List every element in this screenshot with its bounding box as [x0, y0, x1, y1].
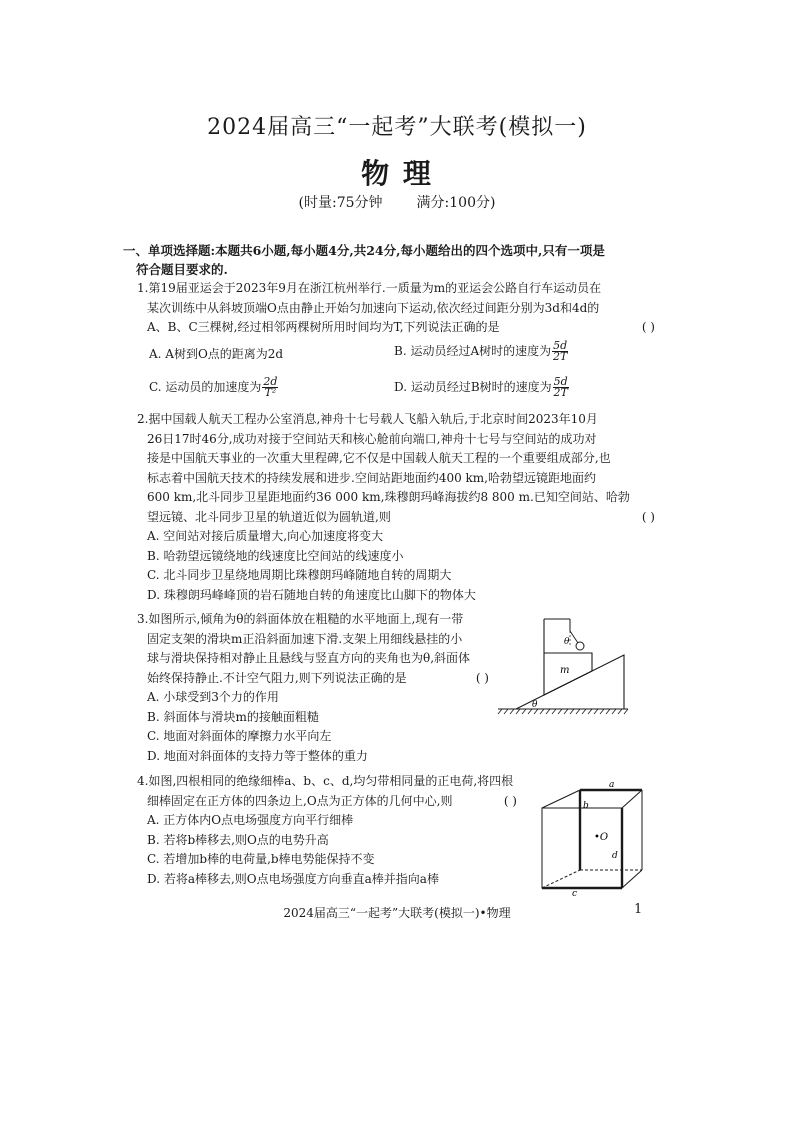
question-1 [137, 279, 655, 338]
q1-option-b [394, 341, 569, 362]
mass-label: m [560, 665, 570, 676]
cube-edge-br [622, 870, 642, 888]
q1-option-c-label: C. 运动员的加速度为 [149, 380, 262, 394]
question-4 [137, 772, 517, 889]
incline-figure [494, 617, 634, 717]
exam-title: 2024届高三“一起考”大联考(模拟一) [207, 115, 587, 140]
q3-option-c: C. 地面对斜面体的摩擦力水平向左 [147, 729, 332, 743]
cube-figure [530, 778, 670, 896]
question-1-line: A、B、C三棵树,经过相邻两棵树所用时间均为T,下列说法正确的是 [147, 320, 500, 334]
numerator: 2d [263, 375, 278, 388]
q1-option-c [149, 377, 279, 398]
q4-option-d: D. 若将a棒移去,则O点电场强度方向垂直a棒并指向a棒 [147, 871, 439, 886]
center-label-o: •O [594, 832, 609, 843]
question-2-line: 2.据中国载人航天工程办公室消息,神舟十七号载人飞船入轨后,于北京时间2023年10月 [137, 412, 598, 426]
question-4-line: 4.如图,四根相同的绝缘细棒a、b、c、d,均匀带相同量的正电荷,将四根 [137, 774, 514, 788]
fraction [553, 377, 569, 398]
page-footer: 2024届高三“一起考”大联考(模拟一)•物理 [283, 906, 511, 920]
q2-option-a: A. 空间站对接后质量增大,向心加速度将变大 [147, 529, 384, 543]
q2-option-b: B. 哈勃望远镜绕地的线速度比空间站的线速度小 [147, 548, 404, 563]
pendulum-ball [576, 642, 584, 650]
question-2-line: 26日17时46分,成功对接于空间站天和核心舱前向端口,神舟十七号与空间站的成功对 [147, 431, 597, 446]
question-2-line: 标志着中国航天技术的持续发展和进步.空间站距地面约400 km,哈勃望远镜距地面约 [147, 470, 597, 485]
answer-paren: ( ) [641, 510, 655, 524]
section-heading [123, 241, 663, 279]
q4-option-c: C. 若增加b棒的电荷量,b棒电势能保持不变 [147, 852, 375, 866]
rod-label-a: a [609, 780, 615, 790]
denominator: 2T [552, 350, 568, 363]
rod-label-b: b [583, 801, 589, 811]
question-1-line: 某次训练中从斜坡顶端O点由静止开始匀加速向下运动,依次经过间距分别为3d和4d的 [147, 300, 600, 315]
answer-paren: ( ) [475, 671, 489, 685]
q2-option-d: D. 珠穆朗玛峰峰顶的岩石随地自转的角速度比山脚下的物体大 [147, 587, 476, 602]
cube-front-face [542, 808, 622, 888]
exam-meta [0, 192, 794, 212]
q1-option-a: A. A树到O点的距离为2d [149, 347, 284, 361]
denominator: T² [264, 386, 277, 399]
cube-edge-tr [622, 790, 642, 808]
answer-paren: ( ) [503, 794, 517, 808]
theta-label-pendulum: θ [564, 637, 570, 647]
cube-edge-tl [542, 790, 580, 808]
q4-option-a: A. 正方体内O点电场强度方向平行细棒 [147, 813, 354, 827]
question-3-line: 固定支架的滑块m正沿斜面加速下滑.支架上用细线悬挂的小 [147, 631, 463, 646]
time-limit: (时量:75分钟 [298, 195, 383, 211]
theta-label-incline: θ [532, 700, 538, 710]
question-2-line: 望远镜、北斗同步卫星的轨道近似为圆轨道,则 [147, 509, 391, 524]
cube-edge-bl [542, 870, 580, 888]
section-heading-line1: 一、单项选择题:本题共6小题,每小题4分,共24分,每小题给出的四个选项中,只有一项是 [123, 243, 605, 258]
question-2-line: 接是中国航天事业的一次重大里程碑,它不仅是中国载人航天工程的一个重要组成部分,也 [147, 451, 611, 465]
q3-option-a: A. 小球受到3个力的作用 [147, 690, 279, 704]
question-3-line: 3.如图所示,倾角为θ的斜面体放在粗糙的水平地面上,现有一带 [137, 612, 464, 626]
q1-option-d-label: D. 运动员经过B树时的速度为 [394, 380, 552, 394]
question-2 [137, 410, 655, 605]
q4-option-b: B. 若将b棒移去,则O点的电势升高 [147, 832, 329, 847]
question-3-line: 球与滑块保持相对静止且悬线与竖直方向的夹角也为θ,斜面体 [147, 651, 471, 665]
q1-option-b-label: B. 运动员经过A树时的速度为 [394, 344, 552, 358]
page-number: 1 [634, 902, 643, 917]
fraction [262, 377, 278, 398]
numerator: 5d [553, 375, 568, 388]
question-3 [137, 610, 489, 766]
question-1-line: 1.第19届亚运会于2023年9月在浙江杭州举行.一质量为m的亚运会公路自行车运动员在 [137, 281, 602, 295]
answer-paren: ( ) [641, 320, 655, 334]
numerator: 5d [553, 339, 568, 352]
ground-hatch [498, 709, 628, 714]
q2-option-c: C. 北斗同步卫星绕地周期比珠穆朗玛峰随地自转的周期大 [147, 568, 452, 582]
q3-option-d: D. 地面对斜面体的支持力等于整体的重力 [147, 748, 368, 763]
question-3-line: 始终保持静止.不计空气阻力,则下列说法正确的是 [147, 670, 407, 685]
subject-title: 物 理 [361, 157, 433, 190]
section-heading-line2: 符合题目要求的. [136, 262, 228, 277]
q1-option-d [394, 377, 570, 398]
rod-label-c: c [572, 889, 578, 896]
pendulum-string [570, 631, 578, 643]
question-4-line: 细棒固定在正方体的四条边上,O点为正方体的几何中心,则 [147, 793, 453, 808]
fraction [552, 341, 568, 362]
question-2-line: 600 km,北斗同步卫星距地面约36 000 km,珠穆朗玛峰海拔约8 800 m.已知空间站、哈勃 [147, 490, 630, 504]
denominator: 2T [553, 386, 568, 399]
full-score: 满分:100分) [416, 195, 496, 211]
q3-option-b: B. 斜面体与滑块m的接触面粗糙 [147, 709, 319, 724]
rod-label-d: d [612, 851, 618, 861]
